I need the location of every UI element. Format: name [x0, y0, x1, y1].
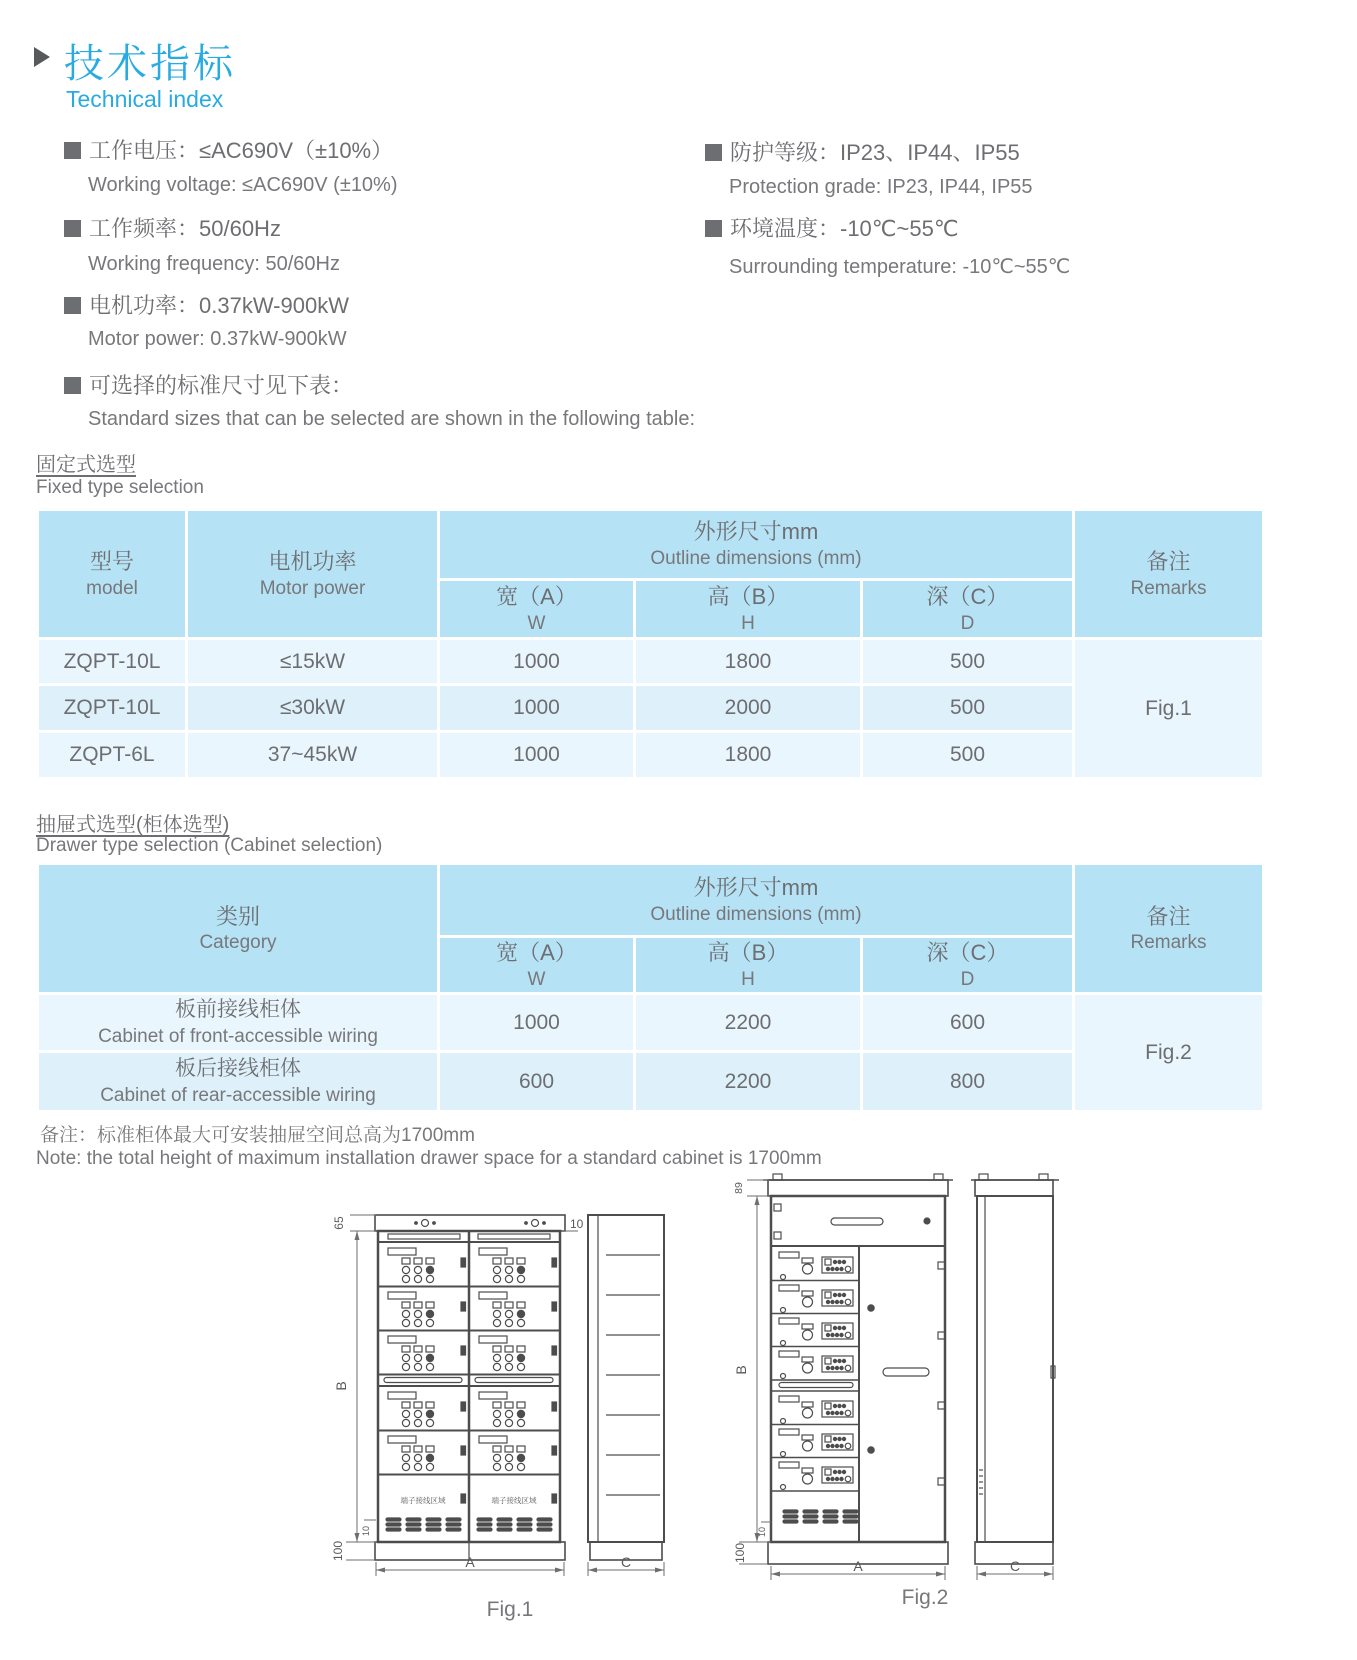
spec-standard-sizes-en: Standard sizes that can be selected are shown in the following table: [88, 408, 696, 430]
fig2-side-view [971, 1174, 1059, 1564]
drawer-section-title-en: Drawer type selection (Cabinet selection) [36, 835, 383, 856]
fig1-side-view [588, 1215, 664, 1560]
cell-depth: 800 [862, 1052, 1074, 1112]
fig1-dim-topright-label: 10 [570, 1217, 584, 1231]
square-bullet-icon [64, 142, 81, 159]
fig2-caption: Fig.2 [901, 1586, 949, 1609]
handle-slot [831, 1218, 883, 1225]
cell-height: 1800 [635, 639, 862, 685]
cell-remark: Fig.1 [1074, 639, 1264, 779]
page-title-zh: 技术指标 [64, 42, 236, 86]
cell-power: 37~45kW [187, 732, 439, 779]
fig1-dim-width-label: A [465, 1554, 475, 1570]
spec-working-voltage-en: Working voltage: ≤AC690V (±10%) [88, 174, 398, 196]
cell-width: 1000 [439, 732, 635, 779]
fixed-col-width: 宽（A） W [439, 580, 635, 639]
vent-panel [783, 1510, 858, 1523]
drawer-col-category: 类别 Category [38, 864, 439, 994]
fig2-dim-depth-label: C [1009, 1558, 1021, 1574]
drawer-col-depth: 深（C） D [862, 937, 1074, 994]
cell-width: 1000 [439, 994, 635, 1052]
door-handle [883, 1368, 929, 1376]
fixed-col-remarks: 备注 Remarks [1074, 510, 1264, 639]
spec-surrounding-temp-en: Surrounding temperature: -10℃~55℃ [729, 256, 1071, 278]
fixed-col-power: 电机功率 Motor power [187, 510, 439, 639]
fig1-drawing [330, 1200, 690, 1600]
cell-height: 1800 [635, 732, 862, 779]
cell-power: ≤30kW [187, 685, 439, 732]
fig2-drawing [733, 1170, 1063, 1582]
note-en: Note: the total height of maximum installation drawer space for a standard cabinet is 1700mm [36, 1148, 822, 1169]
fig1-dim-depth-label: C [620, 1554, 632, 1570]
section-arrow-icon [34, 47, 50, 67]
fig2-dim-width-label: A [853, 1558, 863, 1574]
fig1-dim-bottom-label: 100 [331, 1540, 345, 1562]
fixed-section-title-en: Fixed type selection [36, 477, 204, 498]
spec-standard-sizes-zh: 可选择的标准尺寸见下表： [64, 369, 353, 400]
handle-bar [384, 1378, 462, 1383]
cell-model: ZQPT-10L [38, 685, 187, 732]
cell-model: ZQPT-6L [38, 732, 187, 779]
note-zh: 备注：标准柜体最大可安装抽屉空间总高为1700mm [40, 1125, 475, 1146]
fig1-dim-height-label: B [333, 1381, 349, 1391]
square-bullet-icon [64, 297, 81, 314]
fig2-dim-small-label: 10 [757, 1526, 767, 1538]
fixed-col-model: 型号 model [38, 510, 187, 639]
cell-model: ZQPT-10L [38, 639, 187, 685]
cell-height: 2200 [635, 1052, 862, 1112]
fig2-dim-top-label: 89 [733, 1182, 745, 1194]
spec-protection-grade-en: Protection grade: IP23, IP44, IP55 [729, 176, 1033, 198]
fig2-dim-bottom-label: 100 [733, 1542, 747, 1564]
cell-remark: Fig.2 [1074, 994, 1264, 1112]
drawer-type-table [36, 862, 1265, 1113]
cell-depth: 500 [862, 639, 1074, 685]
fig1-front-view [375, 1215, 565, 1560]
fig2-front-view [763, 1174, 953, 1564]
page-title-en: Technical index [66, 86, 224, 112]
spec-surrounding-temp-zh: 环境温度：-10℃~55℃ [705, 212, 959, 243]
spec-motor-power-zh: 电机功率：0.37kW-900kW [64, 289, 349, 320]
fig1-terminal-label: 端子接线区域 [400, 1496, 446, 1505]
handle-bar [475, 1378, 553, 1383]
fig1-dim-small-label: 10 [361, 1525, 371, 1537]
cell-depth: 500 [862, 732, 1074, 779]
cell-category: 板后接线柜体 Cabinet of rear-accessible wiring [38, 1052, 439, 1112]
spec-protection-grade-zh: 防护等级：IP23、IP44、IP55 [705, 136, 1020, 167]
spec-working-frequency-zh: 工作频率：50/60Hz [64, 212, 281, 243]
drawer-col-width: 宽（A） W [439, 937, 635, 994]
square-bullet-icon [64, 377, 81, 394]
fixed-col-dimensions: 外形尺寸mm Outline dimensions (mm) [439, 510, 1074, 580]
fixed-col-depth: 深（C） D [862, 580, 1074, 639]
fig2-dim-height-label: B [733, 1365, 749, 1375]
table-row [38, 994, 1264, 1052]
drawer-section-title-zh: 抽屉式选型(柜体选型) [36, 814, 230, 836]
fixed-col-height: 高（B） H [635, 580, 862, 639]
spec-working-frequency-en: Working frequency: 50/60Hz [88, 253, 340, 275]
spec-motor-power-en: Motor power: 0.37kW-900kW [88, 328, 347, 350]
fixed-type-table [36, 508, 1265, 780]
table-row [38, 639, 1264, 685]
fig1-terminal-label: 端子接线区域 [491, 1496, 537, 1505]
cell-width: 600 [439, 1052, 635, 1112]
cell-power: ≤15kW [187, 639, 439, 685]
cell-height: 2000 [635, 685, 862, 732]
cell-depth: 500 [862, 685, 1074, 732]
cell-depth: 600 [862, 994, 1074, 1052]
fig1-caption: Fig.1 [486, 1598, 534, 1621]
cell-category: 板前接线柜体 Cabinet of front-accessible wiring [38, 994, 439, 1052]
drawer-col-height: 高（B） H [635, 937, 862, 994]
spec-working-voltage-zh: 工作电压：≤AC690V（±10%） [64, 134, 393, 165]
drawer-col-dimensions: 外形尺寸mm Outline dimensions (mm) [439, 864, 1074, 937]
square-bullet-icon [705, 220, 722, 237]
square-bullet-icon [705, 144, 722, 161]
square-bullet-icon [64, 220, 81, 237]
cell-height: 2200 [635, 994, 862, 1052]
handle-bar [779, 1383, 853, 1388]
fixed-section-title-zh: 固定式选型 [36, 454, 136, 476]
cell-width: 1000 [439, 685, 635, 732]
drawer-col-remarks: 备注 Remarks [1074, 864, 1264, 994]
fig1-dim-top-label: 65 [332, 1216, 346, 1230]
cabinet-door [868, 1262, 945, 1485]
cell-width: 1000 [439, 639, 635, 685]
